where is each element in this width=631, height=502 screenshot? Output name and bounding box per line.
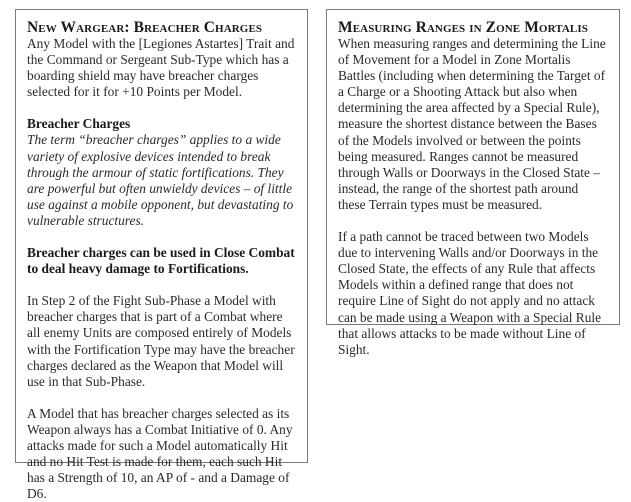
summary-text: Breacher charges can be used in Close Combat to deal heavy damage to Fortifications. [27,245,295,277]
subheading: Breacher Charges [27,116,131,132]
intro-paragraph: Any Model with the [Legiones Astartes] Trait and the Command or Sergeant Sub-Type which has a boarding shield may have breacher charges selected for it for +10 Points per Model. [27,36,295,100]
measuring-ranges-box [326,9,620,357]
box-title: New Wargear: Breacher Charges [27,19,263,36]
rule-paragraph: A Model that has breacher charges selected as its Weapon always has a Combat Initiative of 0. Any attacks made for such a Model automatically Hit and no Hit Test is made for them, each such Hit has a Strength of 10, an AP of - and a Damage of D6. [27,405,293,502]
flavour-text: The term “breacher charges” applies to a wide variety of explosive devices intended to break through the armour of static fortifications. They are powerful but often unwieldy devices – of little use against a mobile opponent, but devastating to vulnerable structures. [27,132,294,228]
rule-paragraph: If a path cannot be traced between two Models due to intervening Walls and/or Doorways in the Closed State, the effects of any Rule that affects Models within a defined range that does not require Line of Sight do not apply and no attack can be made using a Weapon with a Special Rule that allows attacks to be made without Line of Sight. [338,229,602,357]
box-title: Measuring Ranges in Zone Mortalis [338,19,588,36]
rule-paragraph: When measuring ranges and determining the Line of Movement for a Model in Zone Mortalis Battles (including when determining the Target of a Charge or a Shooting Attack but also when determining the area affected by a Special Rule), measure the shortest distance between the Bases of the Models involved or between the points being measured. Ranges cannot be measured through Walls or Doorways in the Closed State – instead, the range of the shortest path around these Terrain types must be measured. [338,36,606,212]
wargear-breacher-charges-box [15,9,308,502]
rule-paragraph: In Step 2 of the Fight Sub-Phase a Model with breacher charges that is part of a Combat where all enemy Units are composed entirely of Models with the Fortification Type may have the breacher charges declared as the Weapon that Model will use in that Sub-Phase. [27,293,295,389]
